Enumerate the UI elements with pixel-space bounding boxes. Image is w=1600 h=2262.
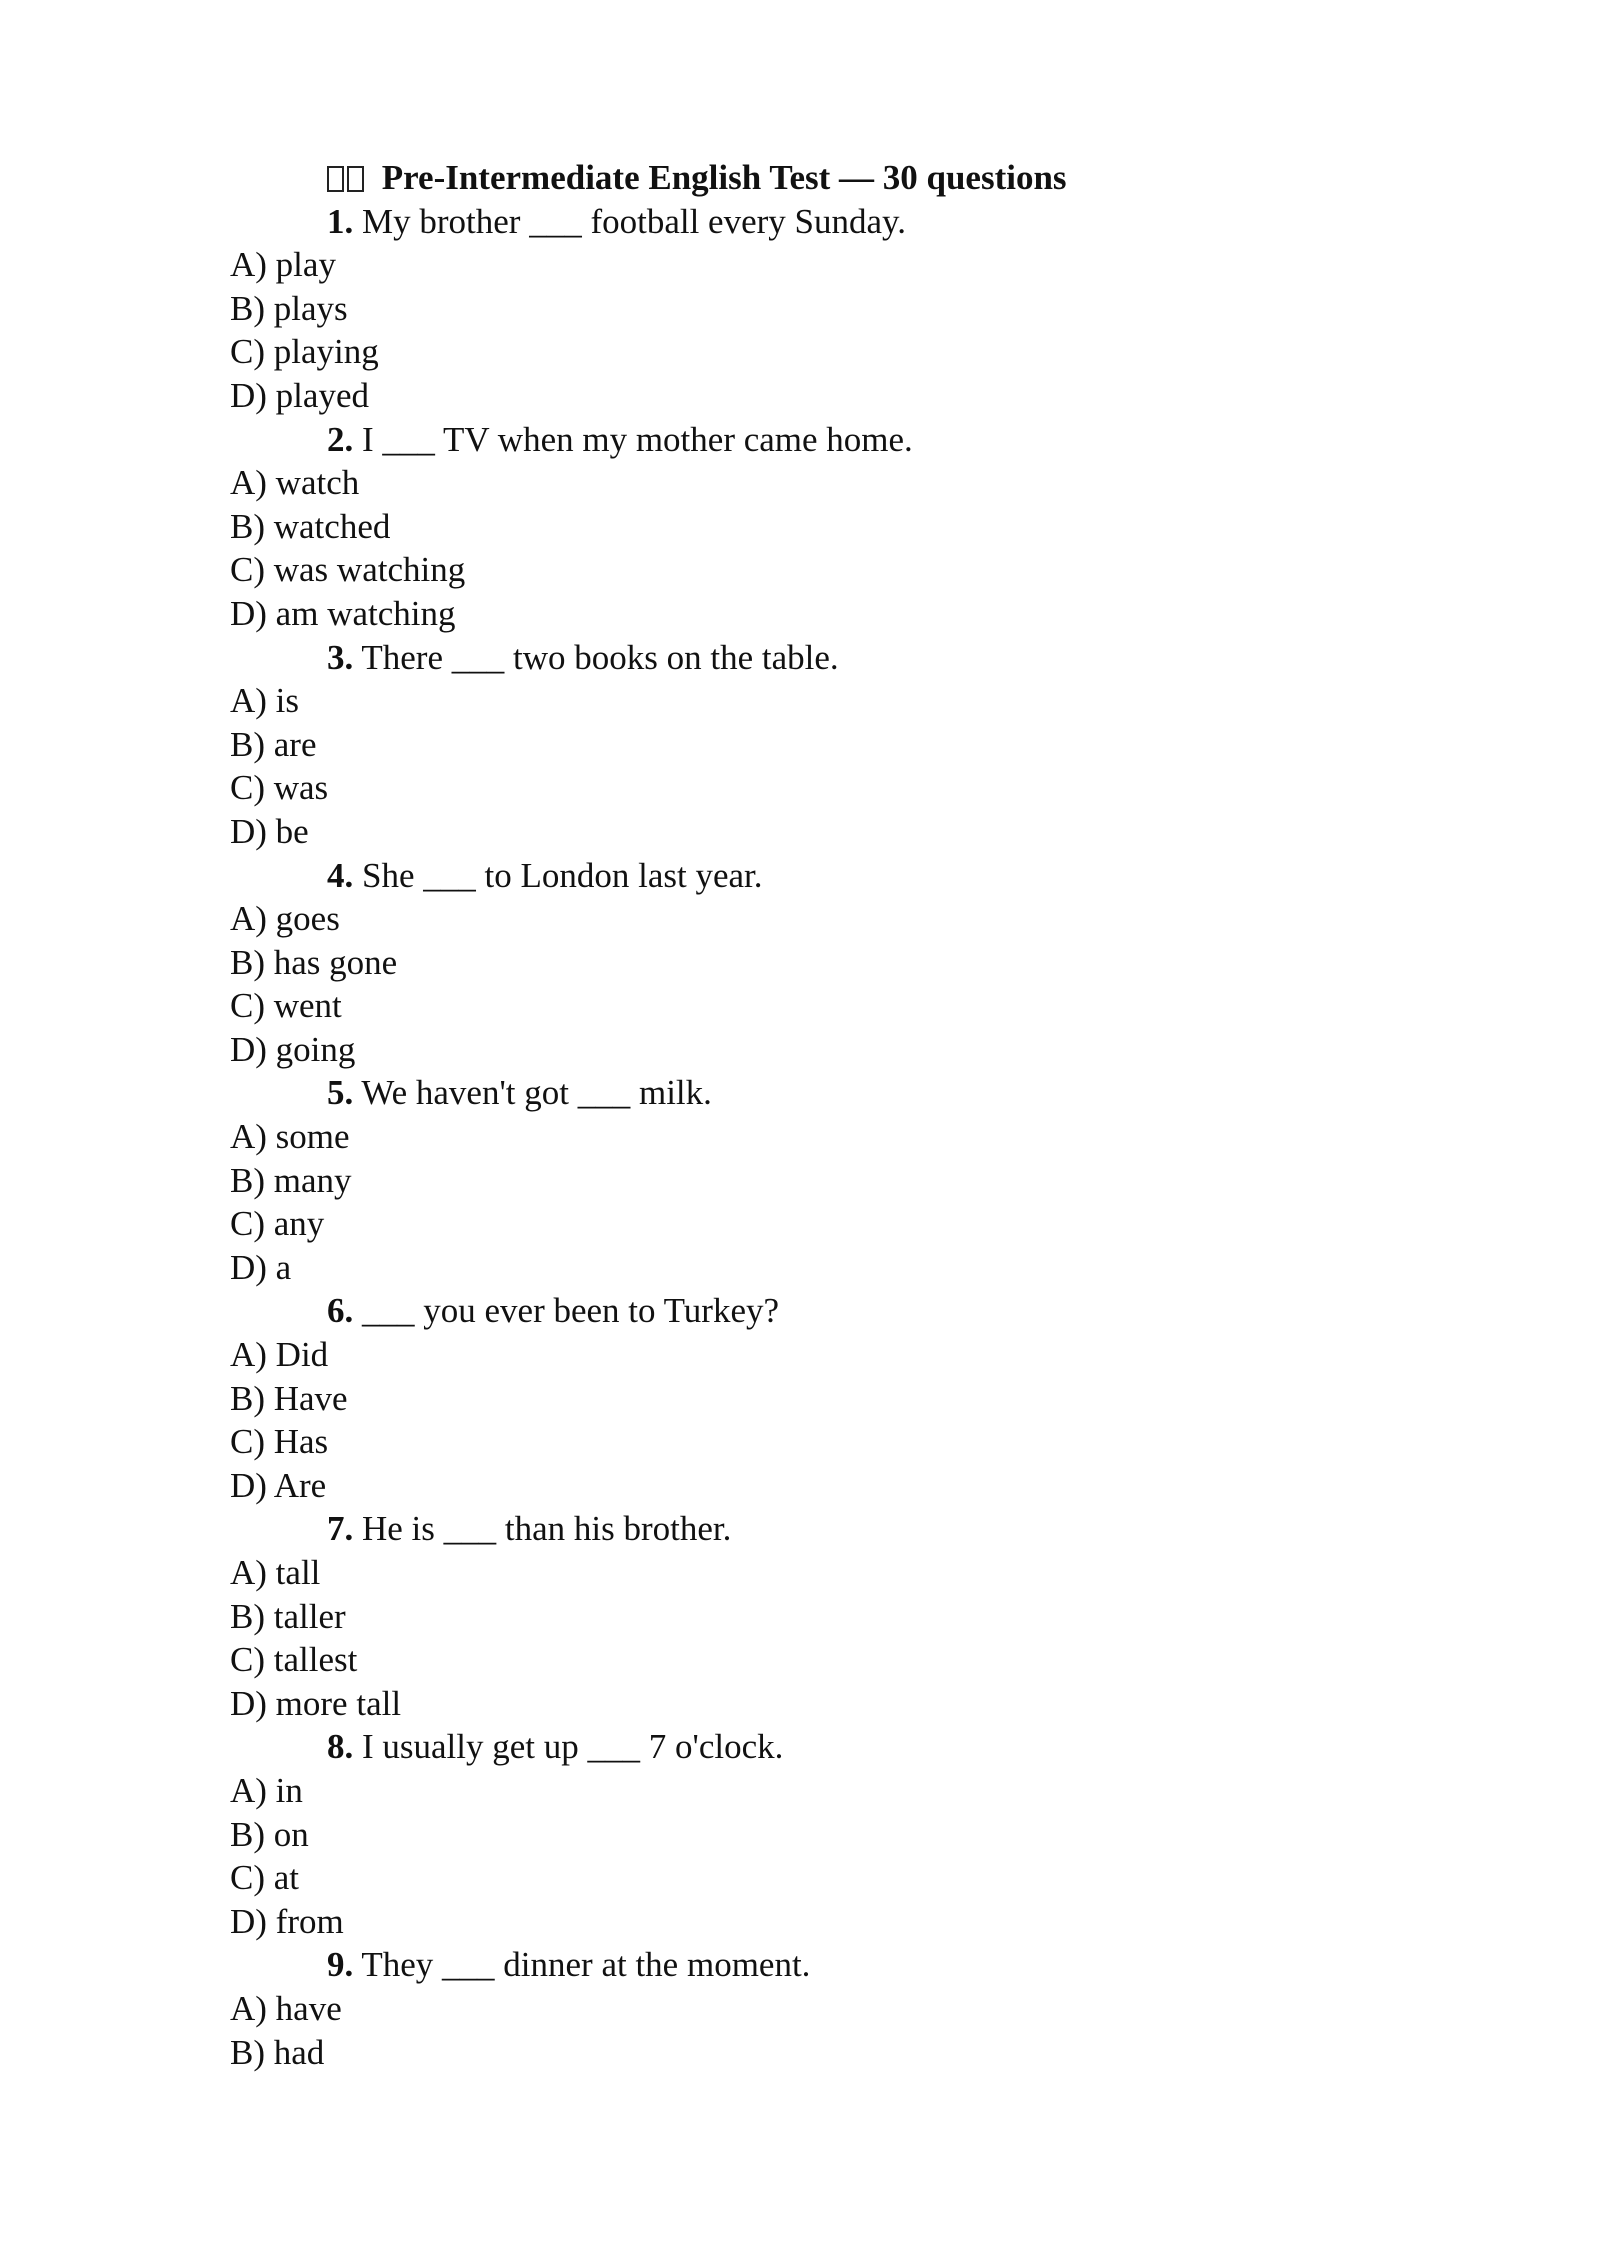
question-text: I ___ TV when my mother came home. <box>362 419 913 459</box>
answer-option: A) is <box>230 681 300 721</box>
question-number: 9. <box>327 1945 354 1985</box>
answer-option: C) went <box>230 986 342 1026</box>
question-text: I usually get up ___ 7 o'clock. <box>362 1727 784 1767</box>
answer-option: B) had <box>230 2032 325 2072</box>
answer-option: C) Has <box>230 1422 329 1462</box>
answer-option: D) more tall <box>230 1683 402 1723</box>
missing-glyph-icon <box>327 156 373 200</box>
question-number: 4. <box>327 855 354 895</box>
answer-option: D) going <box>230 1029 356 1069</box>
question-3 <box>230 636 1430 680</box>
answer-option: C) was <box>230 768 329 808</box>
question-text: My brother ___ football every Sunday. <box>362 201 907 241</box>
question-1 <box>230 200 1430 244</box>
answer-option: D) from <box>230 1901 344 1941</box>
answer-option: A) play <box>230 245 336 285</box>
answer-option: C) playing <box>230 332 379 372</box>
question-text: There ___ two books on the table. <box>361 637 839 677</box>
document-title: Pre-Intermediate English Test — 30 questions <box>230 156 1430 200</box>
answer-option: B) are <box>230 724 317 764</box>
answer-option: B) taller <box>230 1596 346 1636</box>
answer-option: B) plays <box>230 288 348 328</box>
answer-option: B) on <box>230 1814 309 1854</box>
answer-option: A) goes <box>230 899 340 939</box>
answer-option: A) Did <box>230 1335 329 1375</box>
question-number: 2. <box>327 419 354 459</box>
answer-option: D) be <box>230 811 309 851</box>
question-text: She ___ to London last year. <box>362 855 763 895</box>
question-number: 3. <box>327 637 354 677</box>
answer-option: A) have <box>230 1988 342 2028</box>
answer-option: C) at <box>230 1858 300 1898</box>
question-2 <box>230 418 1430 462</box>
answer-option: A) tall <box>230 1553 321 1592</box>
answer-option: D) played <box>230 375 369 415</box>
question-list <box>230 200 1430 2075</box>
answer-option: C) any <box>230 1204 325 1244</box>
question-number: 7. <box>327 1509 354 1549</box>
question-text: He is ___ than his brother. <box>362 1509 732 1549</box>
question-number: 1. <box>327 201 354 241</box>
answer-option: B) Have <box>230 1378 348 1418</box>
answer-option: D) Are <box>230 1465 327 1505</box>
question-number: 6. <box>327 1291 354 1331</box>
answer-option: D) am watching <box>230 593 456 633</box>
question-number: 8. <box>327 1727 354 1767</box>
answer-option: B) has gone <box>230 942 398 982</box>
answer-option: B) watched <box>230 506 391 546</box>
answer-option: A) watch <box>230 463 360 503</box>
answer-option: A) some <box>230 1117 350 1157</box>
question-4 <box>230 854 1430 898</box>
test-content <box>230 156 1430 2074</box>
answer-option: D) a <box>230 1247 292 1287</box>
answer-option: C) was watching <box>230 550 466 590</box>
question-text: ___ you ever been to Turkey? <box>362 1291 780 1331</box>
question-7 <box>230 1507 1430 1551</box>
answer-option: A) in <box>230 1770 303 1810</box>
question-6 <box>230 1289 1430 1333</box>
question-text: We haven't got ___ milk. <box>361 1073 712 1113</box>
question-8 <box>230 1725 1430 1769</box>
question-5 <box>230 1071 1430 1115</box>
question-9 <box>230 1943 1430 1987</box>
question-number: 5. <box>327 1073 354 1113</box>
answer-option: B) many <box>230 1160 352 1200</box>
answer-option: C) tallest <box>230 1640 358 1680</box>
question-text: They ___ dinner at the moment. <box>361 1945 811 1985</box>
